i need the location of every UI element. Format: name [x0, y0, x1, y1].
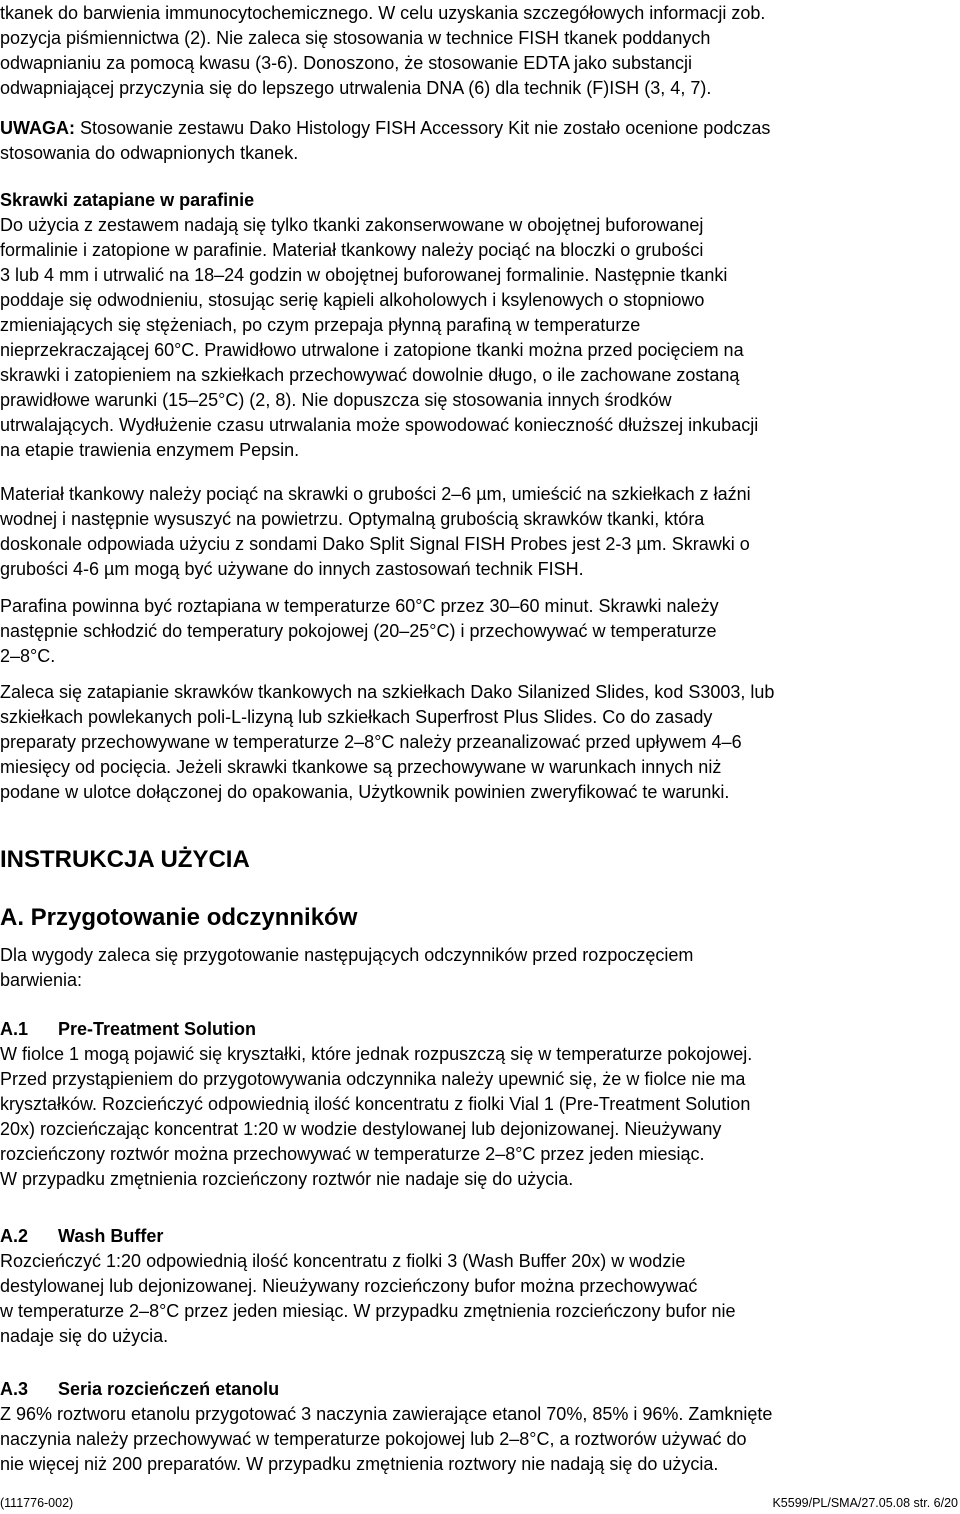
paragraph-line: szkiełkach powlekanych poli-L-lizyną lub szkiełkach Superfrost Plus Slides. Co do zasady [0, 707, 713, 727]
section-a-title: A. Przygotowanie odczynników [0, 904, 358, 931]
warning-text: Stosowanie zestawu Dako Histology FISH Accessory Kit nie zostało ocenione podczas [75, 118, 771, 138]
paragraph-line: formalinie i zatopione w parafinie. Materiał tkankowy należy pociąć na bloczki o grubości [0, 240, 704, 260]
paragraph-line: destylowanej lub dejonizowanej. Nieużywany rozcieńczony bufor można przechowywać [0, 1276, 698, 1296]
paragraph-line: następnie schłodzić do temperatury pokojowej (20–25°C) i przechowywać w temperaturze [0, 621, 717, 641]
paragraph-line: zmieniających się stężeniach, po czym przepaja płynną parafiną w temperaturze [0, 315, 641, 335]
paragraph-line: podane w ulotce dołączonej do opakowania, Użytkownik powinien zweryfikować te warunki. [0, 782, 730, 802]
paragraph-line: Z 96% roztworu etanolu przygotować 3 naczynia zawierające etanol 70%, 85% i 96%. Zamknięte [0, 1404, 773, 1424]
paragraph-line: wodnej i następnie wysuszyć na powietrzu. Optymalną grubością skrawków tkanki, która [0, 509, 705, 529]
paragraph-line: nieprzekraczającej 60°C. Prawidłowo utrwalone i zatopione tkanki można przed pocięciem na [0, 340, 744, 360]
paragraph-line: prawidłowe warunki (15–25°C) (2, 8). Nie dopuszcza się stosowania innych środków [0, 390, 672, 410]
paragraph-line: 20x) rozcieńczając koncentrat 1:20 w wodzie destylowanej lub dejonizowanej. Nieużywany [0, 1119, 722, 1139]
paragraph-line: Parafina powinna być roztapiana w temperaturze 60°C przez 30–60 minut. Skrawki należy [0, 596, 719, 616]
subsection-number: A.2 [0, 1226, 29, 1246]
intro-line: odwapniającej przyczynia się do lepszego utrwalenia DNA (6) dla technik (F)ISH (3, 4, 7). [0, 78, 712, 98]
paragraph-line: doskonale odpowiada użyciu z sondami Dako Split Signal FISH Probes jest 2-3 µm. Skrawki o [0, 534, 750, 554]
paragraph-line: na etapie trawienia enzymem Pepsin. [0, 440, 300, 460]
intro-line: pozycja piśmiennictwa (2). Nie zaleca się stosowania w technice FISH tkanek poddanych [0, 28, 711, 48]
warning-note [0, 116, 770, 140]
paraffin-heading: Skrawki zatapiane w parafinie [0, 190, 255, 210]
paragraph-line: 3 lub 4 mm i utrwalić na 18–24 godzin w obojętnej buforowanej formalinie. Następnie tkanki [0, 265, 728, 285]
paragraph-line: W przypadku zmętnienia rozcieńczony roztwór nie nadaje się do użycia. [0, 1169, 574, 1189]
section-a-intro: Dla wygody zaleca się przygotowanie następujących odczynników przed rozpoczęciem [0, 945, 694, 965]
paragraph-line: nie więcej niż 200 preparatów. W przypadku zmętnienia roztwory nie nadają się do użycia. [0, 1454, 719, 1474]
paragraph-line: 2–8°C. [0, 646, 56, 666]
footer-page-reference: K5599/PL/SMA/27.05.08 str. 6/20 [772, 1496, 958, 1510]
subsection-a1-heading [0, 1017, 256, 1041]
subsection-title: Pre-Treatment Solution [58, 1019, 257, 1039]
subsection-number: A.3 [0, 1379, 29, 1399]
subsection-title: Seria rozcieńczeń etanolu [58, 1379, 280, 1399]
footer-document-code: (111776-002) [0, 1496, 74, 1510]
intro-line: odwapnianiu za pomocą kwasu (3-6). Donoszono, że stosowanie EDTA jako substancji [0, 53, 693, 73]
paragraph-line: nadaje się do użycia. [0, 1326, 169, 1346]
paragraph-line: Do użycia z zestawem nadają się tylko tkanki zakonserwowane w obojętnej buforowanej [0, 215, 704, 235]
instructions-title: INSTRUKCJA UŻYCIA [0, 846, 250, 873]
intro-line: tkanek do barwienia immunocytochemicznego. W celu uzyskania szczegółowych informacji zob. [0, 3, 766, 23]
paragraph-line: Rozcieńczyć 1:20 odpowiednią ilość koncentratu z fiolki 3 (Wash Buffer 20x) w wodzie [0, 1251, 686, 1271]
paragraph-line: skrawki i zatopieniem na szkiełkach przechowywać dowolnie długo, o ile zachowane zostaną [0, 365, 740, 385]
paragraph-line: preparaty przechowywane w temperaturze 2–8°C należy przeanalizować przed upływem 4–6 [0, 732, 742, 752]
paragraph-line: kryształków. Rozcieńczyć odpowiednią ilość koncentratu z fiolki Vial 1 (Pre-Treatment Solution [0, 1094, 751, 1114]
paragraph-line: Przed przystąpieniem do przygotowywania odczynnika należy upewnić się, że w fiolce nie ma [0, 1069, 746, 1089]
paragraph-line: naczynia należy przechowywać w temperaturze pokojowej lub 2–8°C, a roztworów używać do [0, 1429, 747, 1449]
paragraph-line: w temperaturze 2–8°C przez jeden miesiąc. W przypadku zmętnienia rozcieńczony bufor nie [0, 1301, 736, 1321]
subsection-number: A.1 [0, 1019, 29, 1039]
paragraph-line: Zaleca się zatapianie skrawków tkankowych na szkiełkach Dako Silanized Slides, kod S3003, lub [0, 682, 775, 702]
paragraph-line: rozcieńczony roztwór można przechowywać w temperaturze 2–8°C przez jeden miesiąc. [0, 1144, 705, 1164]
section-a-intro: barwienia: [0, 970, 83, 990]
paragraph-line: poddaje się odwodnieniu, stosując serię kąpieli alkoholowych i ksylenowych o stopniowo [0, 290, 705, 310]
paragraph-line: W fiolce 1 mogą pojawić się kryształki, które jednak rozpuszczą się w temperaturze pokojowej. [0, 1044, 753, 1064]
subsection-title: Wash Buffer [58, 1226, 164, 1246]
warning-text: stosowania do odwapnionych tkanek. [0, 143, 299, 163]
paragraph-line: utrwalających. Wydłużenie czasu utrwalania może spowodować konieczność dłuższej inkubacji [0, 415, 759, 435]
paragraph-line: miesięcy od pocięcia. Jeżeli skrawki tkankowe są przechowywane w warunkach innych niż [0, 757, 722, 777]
paragraph-line: grubości 4-6 µm mogą być używane do innych zastosowań technik FISH. [0, 559, 584, 579]
warning-label: UWAGA: [0, 118, 75, 138]
paragraph-line: Materiał tkankowy należy pociąć na skrawki o grubości 2–6 µm, umieścić na szkiełkach z łaźni [0, 484, 751, 504]
subsection-a2-heading [0, 1224, 163, 1248]
subsection-a3-heading [0, 1377, 279, 1401]
